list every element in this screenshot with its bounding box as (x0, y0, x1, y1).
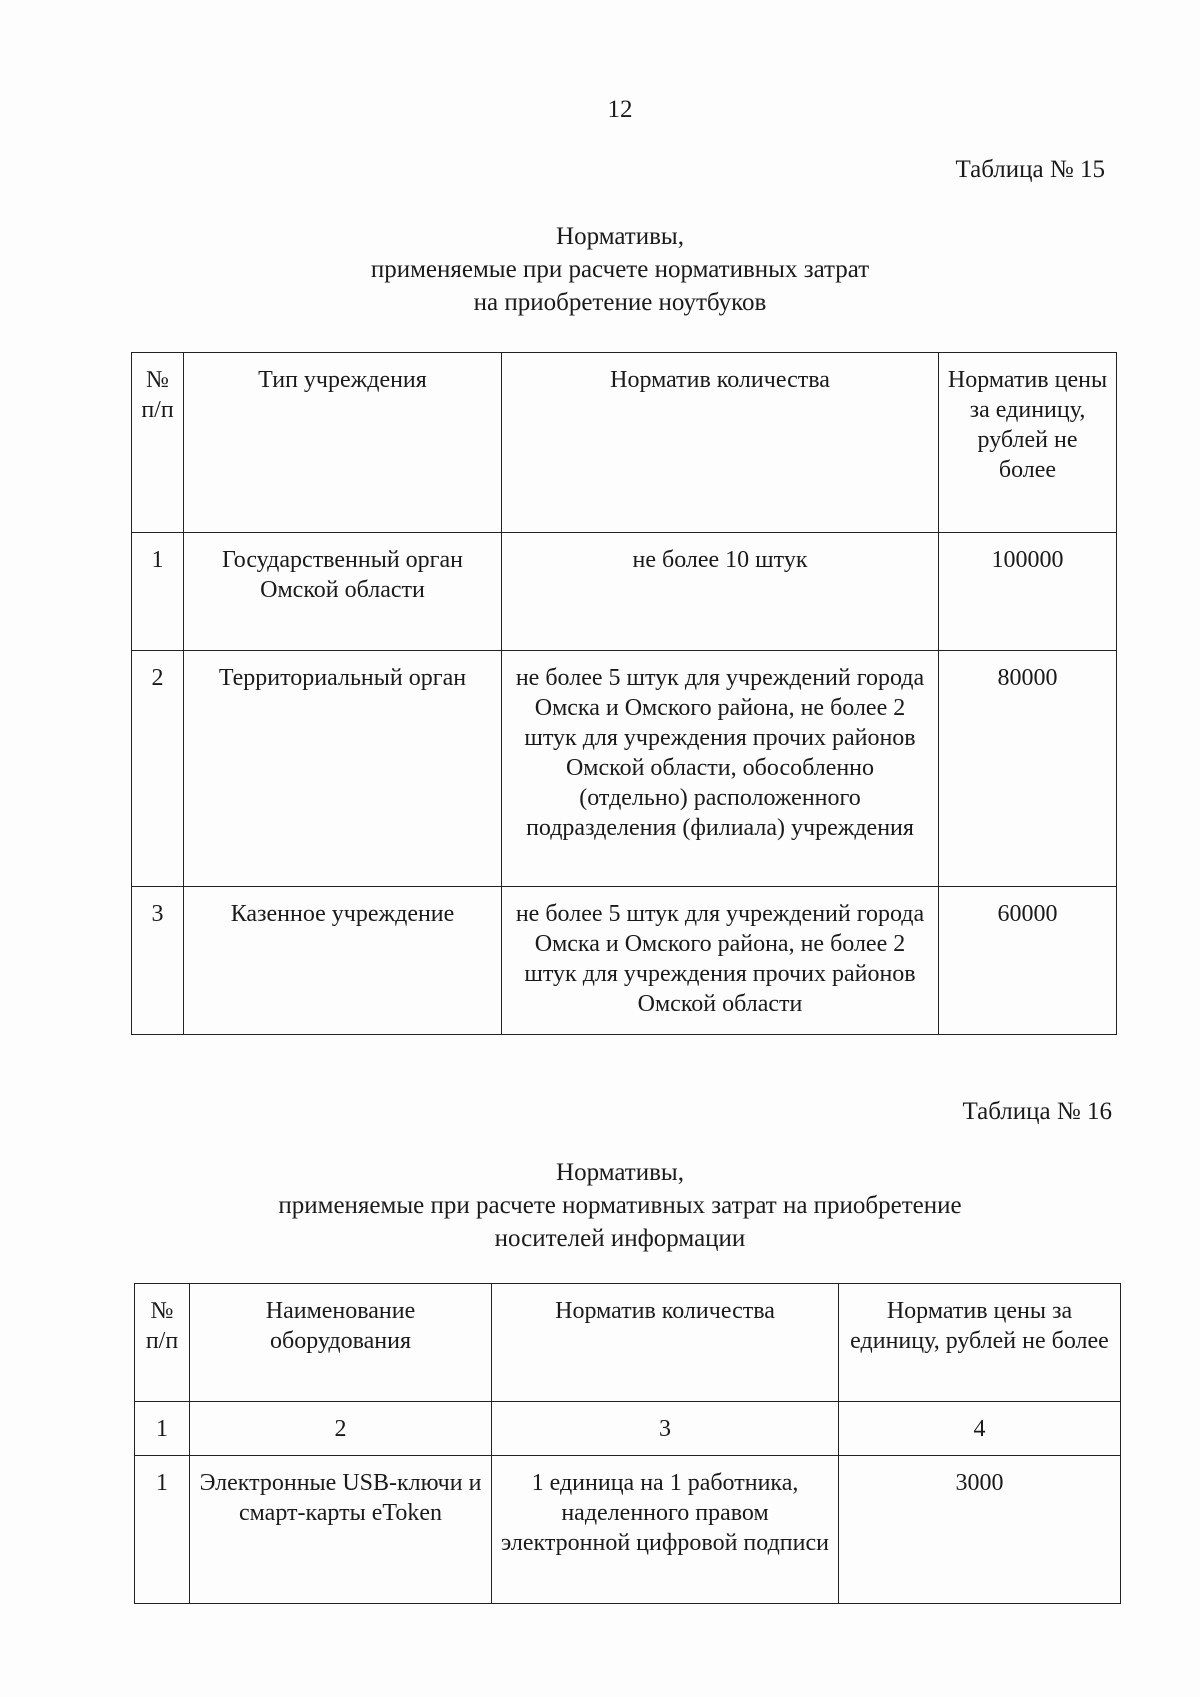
table-16-title-line: Нормативы, (556, 1159, 684, 1186)
header-cell-quantity-norm: Норматив количества (492, 1284, 839, 1402)
table-16-label: Таблица № 16 (962, 1098, 1112, 1125)
table-header-row (132, 353, 1117, 533)
header-cell-price-norm: Норматив цены за единицу, рублей не более (939, 353, 1117, 533)
table-15 (131, 352, 1117, 1035)
table-16-title (0, 1156, 1200, 1255)
price-norm: 3000 (839, 1456, 1121, 1604)
table-16 (134, 1283, 1121, 1604)
row-number: 1 (132, 533, 184, 651)
header-cell-equipment-name: Наименование оборудования (190, 1284, 492, 1402)
table-15-label: Таблица № 15 (955, 156, 1105, 183)
price-norm: 80000 (939, 651, 1117, 887)
quantity-norm: не более 10 штук (502, 533, 939, 651)
row-number: 2 (132, 651, 184, 887)
quantity-norm: не более 5 штук для учреждений города Омска и Омского района, не более 2 штук для учреждения прочих районов Омской области (502, 887, 939, 1035)
header-cell-institution-type: Тип учреждения (184, 353, 502, 533)
table-header-row (135, 1284, 1121, 1402)
column-number: 1 (135, 1402, 190, 1456)
institution-type: Государственный орган Омской области (184, 533, 502, 651)
equipment-name: Электронные USB-ключи и смарт-карты eToken (190, 1456, 492, 1604)
table-row (132, 651, 1117, 887)
column-numbers-row (135, 1402, 1121, 1456)
page-number: 12 (607, 96, 633, 123)
header-cell-number: № п/п (132, 353, 184, 533)
column-number: 3 (492, 1402, 839, 1456)
table-15-title-line: Нормативы, (556, 223, 684, 250)
table-15-title-line: на приобретение ноутбуков (473, 289, 767, 316)
column-number: 2 (190, 1402, 492, 1456)
table-row (132, 533, 1117, 651)
price-norm: 60000 (939, 887, 1117, 1035)
row-number: 1 (135, 1456, 190, 1604)
header-cell-quantity-norm: Норматив количества (502, 353, 939, 533)
institution-type: Территориальный орган (184, 651, 502, 887)
table-15-title (0, 220, 1200, 319)
quantity-norm: 1 единица на 1 работника, наделенного правом электронной цифровой подписи (492, 1456, 839, 1604)
quantity-norm: не более 5 штук для учреждений города Омска и Омского района, не более 2 штук для учреждения прочих районов Омской области, обособленно (отдельно) расположенного подразделения (филиала) учреждения (502, 651, 939, 887)
table-row (132, 887, 1117, 1035)
header-cell-number: № п/п (135, 1284, 190, 1402)
price-norm: 100000 (939, 533, 1117, 651)
institution-type: Казенное учреждение (184, 887, 502, 1035)
table-16-title-line: применяемые при расчете нормативных затрат на приобретение (278, 1192, 962, 1219)
table-row (135, 1456, 1121, 1604)
row-number: 3 (132, 887, 184, 1035)
column-number: 4 (839, 1402, 1121, 1456)
table-15-title-line: применяемые при расчете нормативных затрат (370, 256, 870, 283)
table-16-title-line: носителей информации (494, 1225, 746, 1252)
header-cell-price-norm: Норматив цены за единицу, рублей не более (839, 1284, 1121, 1402)
